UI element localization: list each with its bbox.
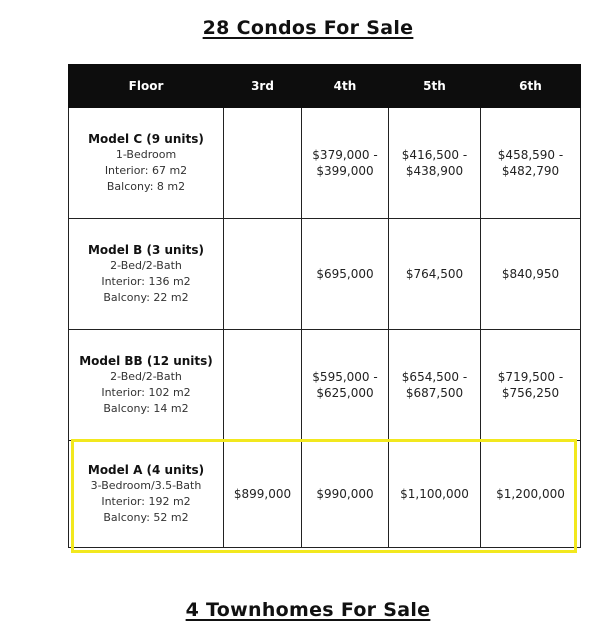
price-cell-6th bbox=[481, 108, 581, 219]
price-line: $416,500 - bbox=[401, 148, 468, 162]
price-cell-3rd bbox=[224, 441, 302, 548]
column-header-5th: 5th bbox=[389, 65, 481, 108]
column-header-4th: 4th bbox=[302, 65, 389, 108]
price-line: $482,790 bbox=[501, 164, 560, 178]
price-cell-6th bbox=[481, 330, 581, 441]
model-name: Model C (9 units) bbox=[88, 132, 204, 146]
price-cell-5th bbox=[389, 330, 481, 441]
price-line: $458,590 - bbox=[497, 148, 564, 162]
price-line: $687,500 bbox=[405, 386, 464, 400]
price-cell-4th bbox=[302, 108, 389, 219]
table-header-row bbox=[69, 65, 581, 108]
model-interior: Interior: 192 m2 bbox=[101, 495, 191, 508]
price-line: $1,100,000 bbox=[400, 487, 469, 501]
model-balcony: Balcony: 52 m2 bbox=[103, 511, 189, 524]
model-cell bbox=[69, 108, 224, 219]
price-line: $654,500 - bbox=[401, 370, 468, 384]
section-title-townhomes: 4 Townhomes For Sale bbox=[185, 599, 431, 621]
price-cell-5th bbox=[389, 441, 481, 548]
condo-pricing-table bbox=[68, 64, 581, 548]
page-title: 28 Condos For Sale bbox=[202, 17, 414, 39]
model-balcony: Balcony: 8 m2 bbox=[106, 180, 186, 193]
price-line: $625,000 bbox=[316, 386, 374, 400]
model-interior: Interior: 67 m2 bbox=[104, 164, 188, 177]
price-line: $379,000 - bbox=[312, 148, 378, 162]
table-row-model-bb bbox=[69, 330, 581, 441]
model-type: 2-Bed/2-Bath bbox=[110, 259, 182, 272]
model-cell bbox=[69, 441, 224, 548]
model-type: 2-Bed/2-Bath bbox=[110, 370, 182, 383]
price-cell-3rd bbox=[224, 108, 302, 219]
price-cell-5th bbox=[389, 219, 481, 330]
column-header-floor: Floor bbox=[69, 65, 224, 108]
price-line: $595,000 - bbox=[312, 370, 378, 384]
model-name: Model BB (12 units) bbox=[79, 354, 213, 368]
price-line: $399,000 bbox=[316, 164, 374, 178]
model-type: 3-Bedroom/3.5-Bath bbox=[90, 479, 202, 492]
price-line: $840,950 bbox=[501, 267, 560, 281]
column-header-3rd: 3rd bbox=[224, 65, 302, 108]
table-row-model-a bbox=[69, 441, 581, 548]
price-line: $990,000 bbox=[316, 487, 374, 501]
model-cell bbox=[69, 219, 224, 330]
price-line: $764,500 bbox=[405, 267, 464, 281]
price-cell-4th bbox=[302, 330, 389, 441]
table-row-model-c bbox=[69, 108, 581, 219]
model-interior: Interior: 136 m2 bbox=[101, 275, 191, 288]
price-line: $756,250 bbox=[501, 386, 560, 400]
model-balcony: Balcony: 14 m2 bbox=[103, 402, 189, 415]
model-cell bbox=[69, 330, 224, 441]
price-cell-6th bbox=[481, 441, 581, 548]
price-cell-3rd bbox=[224, 219, 302, 330]
model-interior: Interior: 102 m2 bbox=[101, 386, 191, 399]
model-type: 1-Bedroom bbox=[115, 148, 177, 161]
price-cell-4th bbox=[302, 441, 389, 548]
price-line: $1,200,000 bbox=[496, 487, 565, 501]
price-cell-5th bbox=[389, 108, 481, 219]
price-cell-4th bbox=[302, 219, 389, 330]
price-line: $899,000 bbox=[233, 487, 292, 501]
column-header-6th: 6th bbox=[481, 65, 581, 108]
price-line: $695,000 bbox=[316, 267, 374, 281]
model-name: Model A (4 units) bbox=[87, 463, 205, 477]
model-balcony: Balcony: 22 m2 bbox=[103, 291, 189, 304]
price-cell-3rd bbox=[224, 330, 302, 441]
table-row-model-b bbox=[69, 219, 581, 330]
model-name: Model B (3 units) bbox=[87, 243, 205, 257]
price-cell-6th bbox=[481, 219, 581, 330]
price-line: $438,900 bbox=[405, 164, 464, 178]
price-line: $719,500 - bbox=[497, 370, 564, 384]
